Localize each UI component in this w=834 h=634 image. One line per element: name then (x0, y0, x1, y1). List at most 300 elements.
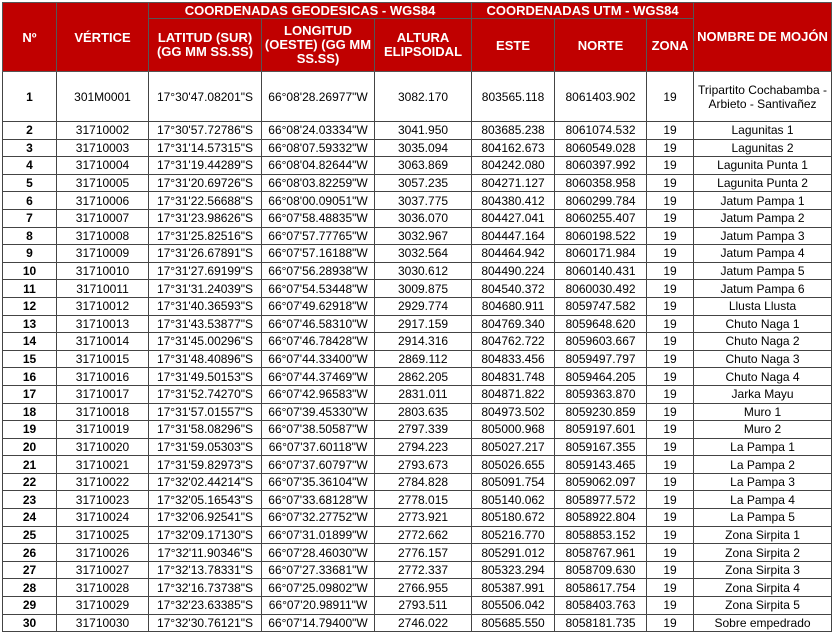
cell-nombre: Jatum Pampa 1 (694, 192, 832, 210)
cell-zona: 19 (647, 209, 694, 227)
cell-zona: 19 (647, 597, 694, 615)
cell-n: 6 (3, 192, 57, 210)
cell-vertice: 31710008 (57, 227, 149, 245)
cell-altura: 2778.015 (375, 491, 472, 509)
cell-zona: 19 (647, 491, 694, 509)
header-vertice: VÉRTICE (57, 3, 149, 72)
cell-longitud: 66°08'07.59332"W (262, 139, 375, 157)
cell-latitud: 17°31'52.74270"S (149, 385, 262, 403)
table-row (3, 333, 832, 351)
cell-longitud: 66°08'28.26977"W (262, 72, 375, 122)
cell-latitud: 17°31'27.69199"S (149, 262, 262, 280)
cell-vertice: 31710005 (57, 174, 149, 192)
cell-este: 804162.673 (472, 139, 555, 157)
cell-norte: 8060255.407 (555, 209, 647, 227)
cell-nombre: Jatum Pampa 6 (694, 280, 832, 298)
cell-norte: 8059062.097 (555, 473, 647, 491)
cell-altura: 3063.869 (375, 157, 472, 175)
cell-nombre: Sobre empedrado (694, 614, 832, 632)
cell-latitud: 17°30'57.72786"S (149, 122, 262, 140)
cell-norte: 8059497.797 (555, 350, 647, 368)
cell-longitud: 66°07'39.45330"W (262, 403, 375, 421)
cell-latitud: 17°31'59.82973"S (149, 456, 262, 474)
cell-norte: 8059464.205 (555, 368, 647, 386)
cell-latitud: 17°31'23.98626"S (149, 209, 262, 227)
cell-n: 4 (3, 157, 57, 175)
cell-este: 804680.911 (472, 297, 555, 315)
cell-longitud: 66°07'20.98911"W (262, 597, 375, 615)
cell-n: 16 (3, 368, 57, 386)
cell-zona: 19 (647, 561, 694, 579)
cell-n: 9 (3, 245, 57, 263)
cell-vertice: 31710014 (57, 333, 149, 351)
cell-este: 805291.012 (472, 544, 555, 562)
cell-longitud: 66°07'56.28938"W (262, 262, 375, 280)
cell-n: 8 (3, 227, 57, 245)
cell-nombre: La Pampa 1 (694, 438, 832, 456)
cell-este: 805323.294 (472, 561, 555, 579)
table-row (3, 368, 832, 386)
cell-latitud: 17°32'09.17130"S (149, 526, 262, 544)
cell-longitud: 66°07'46.58310"W (262, 315, 375, 333)
cell-norte: 8061074.532 (555, 122, 647, 140)
cell-altura: 2793.673 (375, 456, 472, 474)
cell-vertice: 31710023 (57, 491, 149, 509)
cell-latitud: 17°31'14.57315"S (149, 139, 262, 157)
header-group-utm: COORDENADAS UTM - WGS84 (472, 3, 694, 19)
cell-latitud: 17°32'05.16543"S (149, 491, 262, 509)
table-row (3, 456, 832, 474)
cell-altura: 2929.774 (375, 297, 472, 315)
cell-altura: 3057.235 (375, 174, 472, 192)
cell-norte: 8058709.630 (555, 561, 647, 579)
cell-vertice: 31710020 (57, 438, 149, 456)
table-row (3, 297, 832, 315)
cell-este: 804447.164 (472, 227, 555, 245)
cell-vertice: 31710011 (57, 280, 149, 298)
cell-altura: 2784.828 (375, 473, 472, 491)
table-row (3, 139, 832, 157)
cell-latitud: 17°32'02.44214"S (149, 473, 262, 491)
cell-nombre: Lagunitas 1 (694, 122, 832, 140)
cell-altura: 2772.662 (375, 526, 472, 544)
cell-latitud: 17°31'43.53877"S (149, 315, 262, 333)
table-row (3, 509, 832, 527)
cell-norte: 8059363.870 (555, 385, 647, 403)
cell-n: 1 (3, 72, 57, 122)
table-row (3, 280, 832, 298)
cell-nombre: La Pampa 4 (694, 491, 832, 509)
cell-vertice: 31710019 (57, 421, 149, 439)
cell-este: 804833.456 (472, 350, 555, 368)
cell-zona: 19 (647, 438, 694, 456)
table-row (3, 385, 832, 403)
cell-nombre: Zona Sirpita 2 (694, 544, 832, 562)
table-row (3, 438, 832, 456)
table-row (3, 579, 832, 597)
table-row (3, 192, 832, 210)
table-row (3, 227, 832, 245)
table-row (3, 597, 832, 615)
cell-n: 30 (3, 614, 57, 632)
cell-este: 805216.770 (472, 526, 555, 544)
cell-latitud: 17°31'19.44289"S (149, 157, 262, 175)
cell-longitud: 66°07'33.68128"W (262, 491, 375, 509)
cell-nombre: Lagunita Punta 1 (694, 157, 832, 175)
header-longitud: LONGITUD (OESTE) (GG MM SS.SS) (262, 19, 375, 72)
cell-norte: 8058977.572 (555, 491, 647, 509)
table-row (3, 209, 832, 227)
header-norte: NORTE (555, 19, 647, 72)
cell-altura: 3041.950 (375, 122, 472, 140)
cell-latitud: 17°31'40.36593"S (149, 297, 262, 315)
cell-zona: 19 (647, 544, 694, 562)
cell-n: 24 (3, 509, 57, 527)
cell-vertice: 31710004 (57, 157, 149, 175)
cell-n: 25 (3, 526, 57, 544)
cell-n: 17 (3, 385, 57, 403)
cell-zona: 19 (647, 350, 694, 368)
cell-altura: 2746.022 (375, 614, 472, 632)
cell-latitud: 17°31'26.67891"S (149, 245, 262, 263)
cell-longitud: 66°07'37.60797"W (262, 456, 375, 474)
cell-zona: 19 (647, 403, 694, 421)
cell-longitud: 66°08'24.03334"W (262, 122, 375, 140)
cell-vertice: 31710025 (57, 526, 149, 544)
cell-altura: 3082.170 (375, 72, 472, 122)
cell-vertice: 31710009 (57, 245, 149, 263)
cell-nombre: Jatum Pampa 4 (694, 245, 832, 263)
cell-nombre: Zona Sirpita 4 (694, 579, 832, 597)
cell-norte: 8059230.859 (555, 403, 647, 421)
cell-n: 11 (3, 280, 57, 298)
cell-norte: 8060549.028 (555, 139, 647, 157)
cell-latitud: 17°32'06.92541"S (149, 509, 262, 527)
table-row (3, 72, 832, 122)
cell-norte: 8059167.355 (555, 438, 647, 456)
cell-nombre: La Pampa 2 (694, 456, 832, 474)
cell-norte: 8059747.582 (555, 297, 647, 315)
cell-altura: 2797.339 (375, 421, 472, 439)
cell-nombre: Lagunitas 2 (694, 139, 832, 157)
cell-norte: 8058403.763 (555, 597, 647, 615)
cell-vertice: 31710010 (57, 262, 149, 280)
cell-este: 804762.722 (472, 333, 555, 351)
cell-este: 804871.822 (472, 385, 555, 403)
cell-altura: 3030.612 (375, 262, 472, 280)
cell-n: 14 (3, 333, 57, 351)
table-row (3, 245, 832, 263)
cell-latitud: 17°31'20.69726"S (149, 174, 262, 192)
cell-este: 804242.080 (472, 157, 555, 175)
cell-latitud: 17°32'11.90346"S (149, 544, 262, 562)
cell-latitud: 17°32'30.76121"S (149, 614, 262, 632)
cell-zona: 19 (647, 333, 694, 351)
cell-norte: 8060140.431 (555, 262, 647, 280)
cell-zona: 19 (647, 509, 694, 527)
cell-vertice: 31710026 (57, 544, 149, 562)
table-row (3, 122, 832, 140)
cell-nombre: Muro 1 (694, 403, 832, 421)
cell-n: 19 (3, 421, 57, 439)
cell-n: 26 (3, 544, 57, 562)
table-row (3, 473, 832, 491)
cell-altura: 2803.635 (375, 403, 472, 421)
cell-zona: 19 (647, 579, 694, 597)
cell-longitud: 66°07'25.09802"W (262, 579, 375, 597)
cell-longitud: 66°07'28.46030"W (262, 544, 375, 562)
cell-n: 27 (3, 561, 57, 579)
cell-zona: 19 (647, 122, 694, 140)
cell-n: 2 (3, 122, 57, 140)
header-altura: ALTURA ELIPSOIDAL (375, 19, 472, 72)
cell-longitud: 66°08'00.09051"W (262, 192, 375, 210)
cell-vertice: 31710027 (57, 561, 149, 579)
cell-altura: 2773.921 (375, 509, 472, 527)
cell-norte: 8059197.601 (555, 421, 647, 439)
cell-zona: 19 (647, 473, 694, 491)
cell-vertice: 31710017 (57, 385, 149, 403)
cell-altura: 2793.511 (375, 597, 472, 615)
cell-zona: 19 (647, 456, 694, 474)
cell-norte: 8059603.667 (555, 333, 647, 351)
cell-vertice: 31710022 (57, 473, 149, 491)
cell-longitud: 66°07'14.79400"W (262, 614, 375, 632)
table-row (3, 526, 832, 544)
cell-vertice: 31710016 (57, 368, 149, 386)
cell-n: 15 (3, 350, 57, 368)
cell-latitud: 17°31'57.01557"S (149, 403, 262, 421)
cell-este: 805027.217 (472, 438, 555, 456)
cell-n: 12 (3, 297, 57, 315)
cell-altura: 3009.875 (375, 280, 472, 298)
cell-vertice: 31710030 (57, 614, 149, 632)
cell-longitud: 66°07'58.48835"W (262, 209, 375, 227)
cell-este: 805506.042 (472, 597, 555, 615)
cell-este: 804769.340 (472, 315, 555, 333)
cell-zona: 19 (647, 421, 694, 439)
cell-nombre: Llusta Llusta (694, 297, 832, 315)
cell-nombre: Zona Sirpita 3 (694, 561, 832, 579)
cell-zona: 19 (647, 174, 694, 192)
cell-este: 804271.127 (472, 174, 555, 192)
table-row (3, 157, 832, 175)
cell-norte: 8060299.784 (555, 192, 647, 210)
cell-longitud: 66°07'44.37469"W (262, 368, 375, 386)
cell-zona: 19 (647, 227, 694, 245)
cell-este: 804427.041 (472, 209, 555, 227)
cell-vertice: 31710013 (57, 315, 149, 333)
cell-este: 803685.238 (472, 122, 555, 140)
cell-n: 18 (3, 403, 57, 421)
header-este: ESTE (472, 19, 555, 72)
cell-zona: 19 (647, 139, 694, 157)
header-group-geodesic: COORDENADAS GEODESICAS - WGS84 (149, 3, 472, 19)
cell-zona: 19 (647, 280, 694, 298)
cell-altura: 3037.775 (375, 192, 472, 210)
cell-nombre: Chuto Naga 3 (694, 350, 832, 368)
cell-nombre: La Pampa 3 (694, 473, 832, 491)
cell-nombre: Chuto Naga 4 (694, 368, 832, 386)
table-row (3, 315, 832, 333)
cell-altura: 2776.157 (375, 544, 472, 562)
cell-nombre: Chuto Naga 2 (694, 333, 832, 351)
cell-n: 13 (3, 315, 57, 333)
cell-nombre: Zona Sirpita 1 (694, 526, 832, 544)
cell-nombre: Zona Sirpita 5 (694, 597, 832, 615)
cell-altura: 2917.159 (375, 315, 472, 333)
cell-altura: 2766.955 (375, 579, 472, 597)
cell-vertice: 31710018 (57, 403, 149, 421)
cell-este: 805140.062 (472, 491, 555, 509)
cell-altura: 2914.316 (375, 333, 472, 351)
cell-latitud: 17°32'23.63385"S (149, 597, 262, 615)
cell-este: 805387.991 (472, 579, 555, 597)
cell-longitud: 66°07'57.16188"W (262, 245, 375, 263)
cell-vertice: 31710003 (57, 139, 149, 157)
cell-este: 805026.655 (472, 456, 555, 474)
cell-altura: 3036.070 (375, 209, 472, 227)
cell-n: 28 (3, 579, 57, 597)
cell-altura: 2772.337 (375, 561, 472, 579)
table-row (3, 561, 832, 579)
cell-longitud: 66°07'27.33681"W (262, 561, 375, 579)
cell-latitud: 17°30'47.08201"S (149, 72, 262, 122)
cell-vertice: 301M0001 (57, 72, 149, 122)
cell-vertice: 31710007 (57, 209, 149, 227)
cell-norte: 8060358.958 (555, 174, 647, 192)
cell-este: 804464.942 (472, 245, 555, 263)
table-row (3, 491, 832, 509)
cell-n: 22 (3, 473, 57, 491)
cell-este: 804973.502 (472, 403, 555, 421)
cell-norte: 8058922.804 (555, 509, 647, 527)
cell-zona: 19 (647, 368, 694, 386)
cell-vertice: 31710028 (57, 579, 149, 597)
cell-altura: 3032.564 (375, 245, 472, 263)
cell-latitud: 17°31'25.82516"S (149, 227, 262, 245)
cell-vertice: 31710029 (57, 597, 149, 615)
cell-este: 804490.224 (472, 262, 555, 280)
cell-altura: 3035.094 (375, 139, 472, 157)
cell-vertice: 31710002 (57, 122, 149, 140)
cell-zona: 19 (647, 192, 694, 210)
cell-n: 29 (3, 597, 57, 615)
cell-latitud: 17°31'58.08296"S (149, 421, 262, 439)
cell-nombre: Jatum Pampa 2 (694, 209, 832, 227)
cell-zona: 19 (647, 297, 694, 315)
header-zona: ZONA (647, 19, 694, 72)
cell-altura: 2869.112 (375, 350, 472, 368)
cell-nombre: La Pampa 5 (694, 509, 832, 527)
cell-altura: 2862.205 (375, 368, 472, 386)
cell-nombre: Lagunita Punta 2 (694, 174, 832, 192)
cell-n: 3 (3, 139, 57, 157)
cell-nombre: Jatum Pampa 5 (694, 262, 832, 280)
cell-n: 23 (3, 491, 57, 509)
header-nombre: NOMBRE DE MOJÓN (694, 3, 832, 72)
header-n: Nº (3, 3, 57, 72)
cell-altura: 2831.011 (375, 385, 472, 403)
cell-n: 21 (3, 456, 57, 474)
table-row (3, 544, 832, 562)
cell-longitud: 66°07'44.33400"W (262, 350, 375, 368)
cell-norte: 8060397.992 (555, 157, 647, 175)
cell-n: 20 (3, 438, 57, 456)
cell-este: 805180.672 (472, 509, 555, 527)
cell-longitud: 66°08'04.82644"W (262, 157, 375, 175)
cell-vertice: 31710012 (57, 297, 149, 315)
cell-n: 5 (3, 174, 57, 192)
cell-latitud: 17°31'22.56688"S (149, 192, 262, 210)
cell-zona: 19 (647, 614, 694, 632)
cell-norte: 8058853.152 (555, 526, 647, 544)
table-row (3, 350, 832, 368)
cell-este: 805091.754 (472, 473, 555, 491)
cell-longitud: 66°07'37.60118"W (262, 438, 375, 456)
cell-zona: 19 (647, 157, 694, 175)
table-row (3, 421, 832, 439)
cell-longitud: 66°07'31.01899"W (262, 526, 375, 544)
table-row (3, 262, 832, 280)
cell-este: 805685.550 (472, 614, 555, 632)
cell-altura: 3032.967 (375, 227, 472, 245)
cell-nombre: Chuto Naga 1 (694, 315, 832, 333)
cell-vertice: 31710024 (57, 509, 149, 527)
cell-nombre: Jatum Pampa 3 (694, 227, 832, 245)
cell-latitud: 17°31'49.50153"S (149, 368, 262, 386)
cell-este: 805000.968 (472, 421, 555, 439)
header-latitud: LATITUD (SUR) (GG MM SS.SS) (149, 19, 262, 72)
cell-norte: 8060171.984 (555, 245, 647, 263)
cell-zona: 19 (647, 526, 694, 544)
cell-norte: 8059648.620 (555, 315, 647, 333)
cell-latitud: 17°32'13.78331"S (149, 561, 262, 579)
cell-longitud: 66°07'57.77765"W (262, 227, 375, 245)
cell-latitud: 17°31'31.24039"S (149, 280, 262, 298)
cell-latitud: 17°31'45.00296"S (149, 333, 262, 351)
cell-longitud: 66°07'35.36104"W (262, 473, 375, 491)
cell-norte: 8060198.522 (555, 227, 647, 245)
cell-vertice: 31710015 (57, 350, 149, 368)
cell-norte: 8059143.465 (555, 456, 647, 474)
cell-norte: 8058767.961 (555, 544, 647, 562)
cell-latitud: 17°32'16.73738"S (149, 579, 262, 597)
cell-norte: 8060030.492 (555, 280, 647, 298)
cell-norte: 8061403.902 (555, 72, 647, 122)
cell-zona: 19 (647, 245, 694, 263)
cell-norte: 8058617.754 (555, 579, 647, 597)
cell-nombre: Muro 2 (694, 421, 832, 439)
table-row (3, 403, 832, 421)
cell-longitud: 66°07'38.50587"W (262, 421, 375, 439)
cell-longitud: 66°08'03.82259"W (262, 174, 375, 192)
cell-longitud: 66°07'49.62918"W (262, 297, 375, 315)
table-body (3, 72, 832, 632)
cell-longitud: 66°07'54.53448"W (262, 280, 375, 298)
cell-altura: 2794.223 (375, 438, 472, 456)
cell-n: 7 (3, 209, 57, 227)
cell-longitud: 66°07'32.27752"W (262, 509, 375, 527)
cell-zona: 19 (647, 262, 694, 280)
cell-vertice: 31710021 (57, 456, 149, 474)
cell-nombre: Tripartito Cochabamba - Arbieto - Santivañez (694, 72, 832, 122)
table-row (3, 174, 832, 192)
cell-longitud: 66°07'46.78428"W (262, 333, 375, 351)
coordinates-table (2, 2, 832, 632)
cell-norte: 8058181.735 (555, 614, 647, 632)
table-row (3, 614, 832, 632)
